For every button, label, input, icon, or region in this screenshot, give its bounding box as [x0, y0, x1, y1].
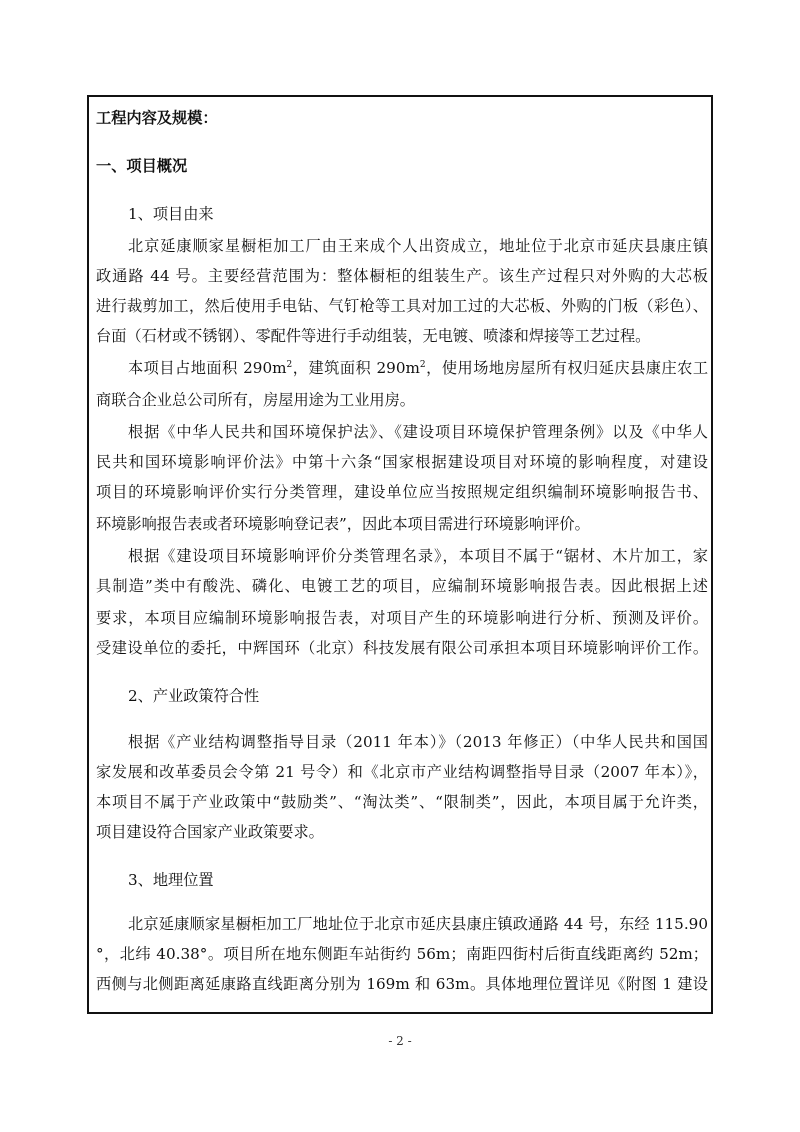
paragraph-line: 项目的环境影响评价实行分类管理，建设单位应当按照规定组织编制环境影响报告书、	[96, 483, 708, 501]
paragraph-line: 本项目占地面积 $290m^2$，建筑面积 $290m^2$，使用场地房屋所有权归延庆县康庄农工	[128, 359, 709, 377]
paragraph-line: 北京延康顺家星橱柜加工厂地址位于北京市延庆县康庄镇政通路 44 号，东经 115.90	[128, 915, 708, 933]
subsection-title-1: 1、项目由来	[128, 205, 214, 223]
paragraph-line: 根据《建设项目环境影响评价分类管理名录》，本项目不属于“锯材、木片加工，家	[128, 547, 708, 565]
paragraph-line: 家发展和改革委员会令第 21 号令）和《北京市产业结构调整指导目录（2007 年本）》，	[96, 763, 708, 781]
section-heading: 工程内容及规模：	[96, 109, 218, 127]
paragraph-line: 要求，本项目应编制环境影响报告表，对项目产生的环境影响进行分析、预测及评价。	[96, 609, 708, 627]
paragraph-line: 北京延康顺家星橱柜加工厂由王来成个人出资成立，地址位于北京市延庆县康庄镇	[128, 237, 708, 255]
paragraph-line: 西侧与北侧距离延康路直线距离分别为 169m 和 63m。具体地理位置详见《附图 1 建设	[96, 975, 708, 993]
paragraph-line: 根据《产业结构调整指导目录（2011 年本）》（2013 年修正）（中华人民共和国国	[128, 733, 708, 751]
section-title-1: 一、项目概况	[96, 157, 188, 175]
paragraph-line: 进行裁剪加工，然后使用手电钻、气钉枪等工具对加工过的大芯板、外购的门板（彩色）、	[96, 297, 708, 315]
page-number: - 2 -	[388, 1034, 412, 1048]
paragraph-line: 受建设单位的委托，中辉国环（北京）科技发展有限公司承担本项目环境影响评价工作。	[96, 639, 708, 657]
subsection-title-2: 2、产业政策符合性	[128, 687, 260, 705]
paragraph-line: 政通路 44 号。主要经营范围为：整体橱柜的组装生产。该生产过程只对外购的大芯板	[96, 267, 708, 285]
paragraph-line: 台面（石材或不锈钢）、零配件等进行手动组装，无电镀、喷漆和焊接等工艺过程。	[96, 327, 651, 345]
paragraph-line: 本项目不属于产业政策中“鼓励类”、“淘汰类”、“限制类”，因此，本项目属于允许类，	[96, 793, 708, 811]
paragraph-line: 项目建设符合国家产业政策要求。	[96, 823, 324, 841]
paragraph-line: 民共和国环境影响评价法》中第十六条“国家根据建设项目对环境的影响程度，对建设	[96, 453, 708, 471]
paragraph-line: 环境影响报告表或者环境影响登记表”，因此本项目需进行环境影响评价。	[96, 515, 590, 533]
subsection-title-3: 3、地理位置	[128, 871, 214, 889]
paragraph-line: 根据《中华人民共和国环境保护法》、《建设项目环境保护管理条例》以及《中华人	[128, 423, 708, 441]
paragraph-line: 具制造”类中有酸洗、磷化、电镀工艺的项目，应编制环境影响报告表。因此根据上述	[96, 577, 708, 595]
paragraph-line: °，北纬 40.38°。项目所在地东侧距车站街约 56m；南距四街村后街直线距离约 52m；	[96, 945, 708, 963]
paragraph-line: 商联合企业总公司所有，房屋用途为工业用房。	[96, 391, 415, 409]
